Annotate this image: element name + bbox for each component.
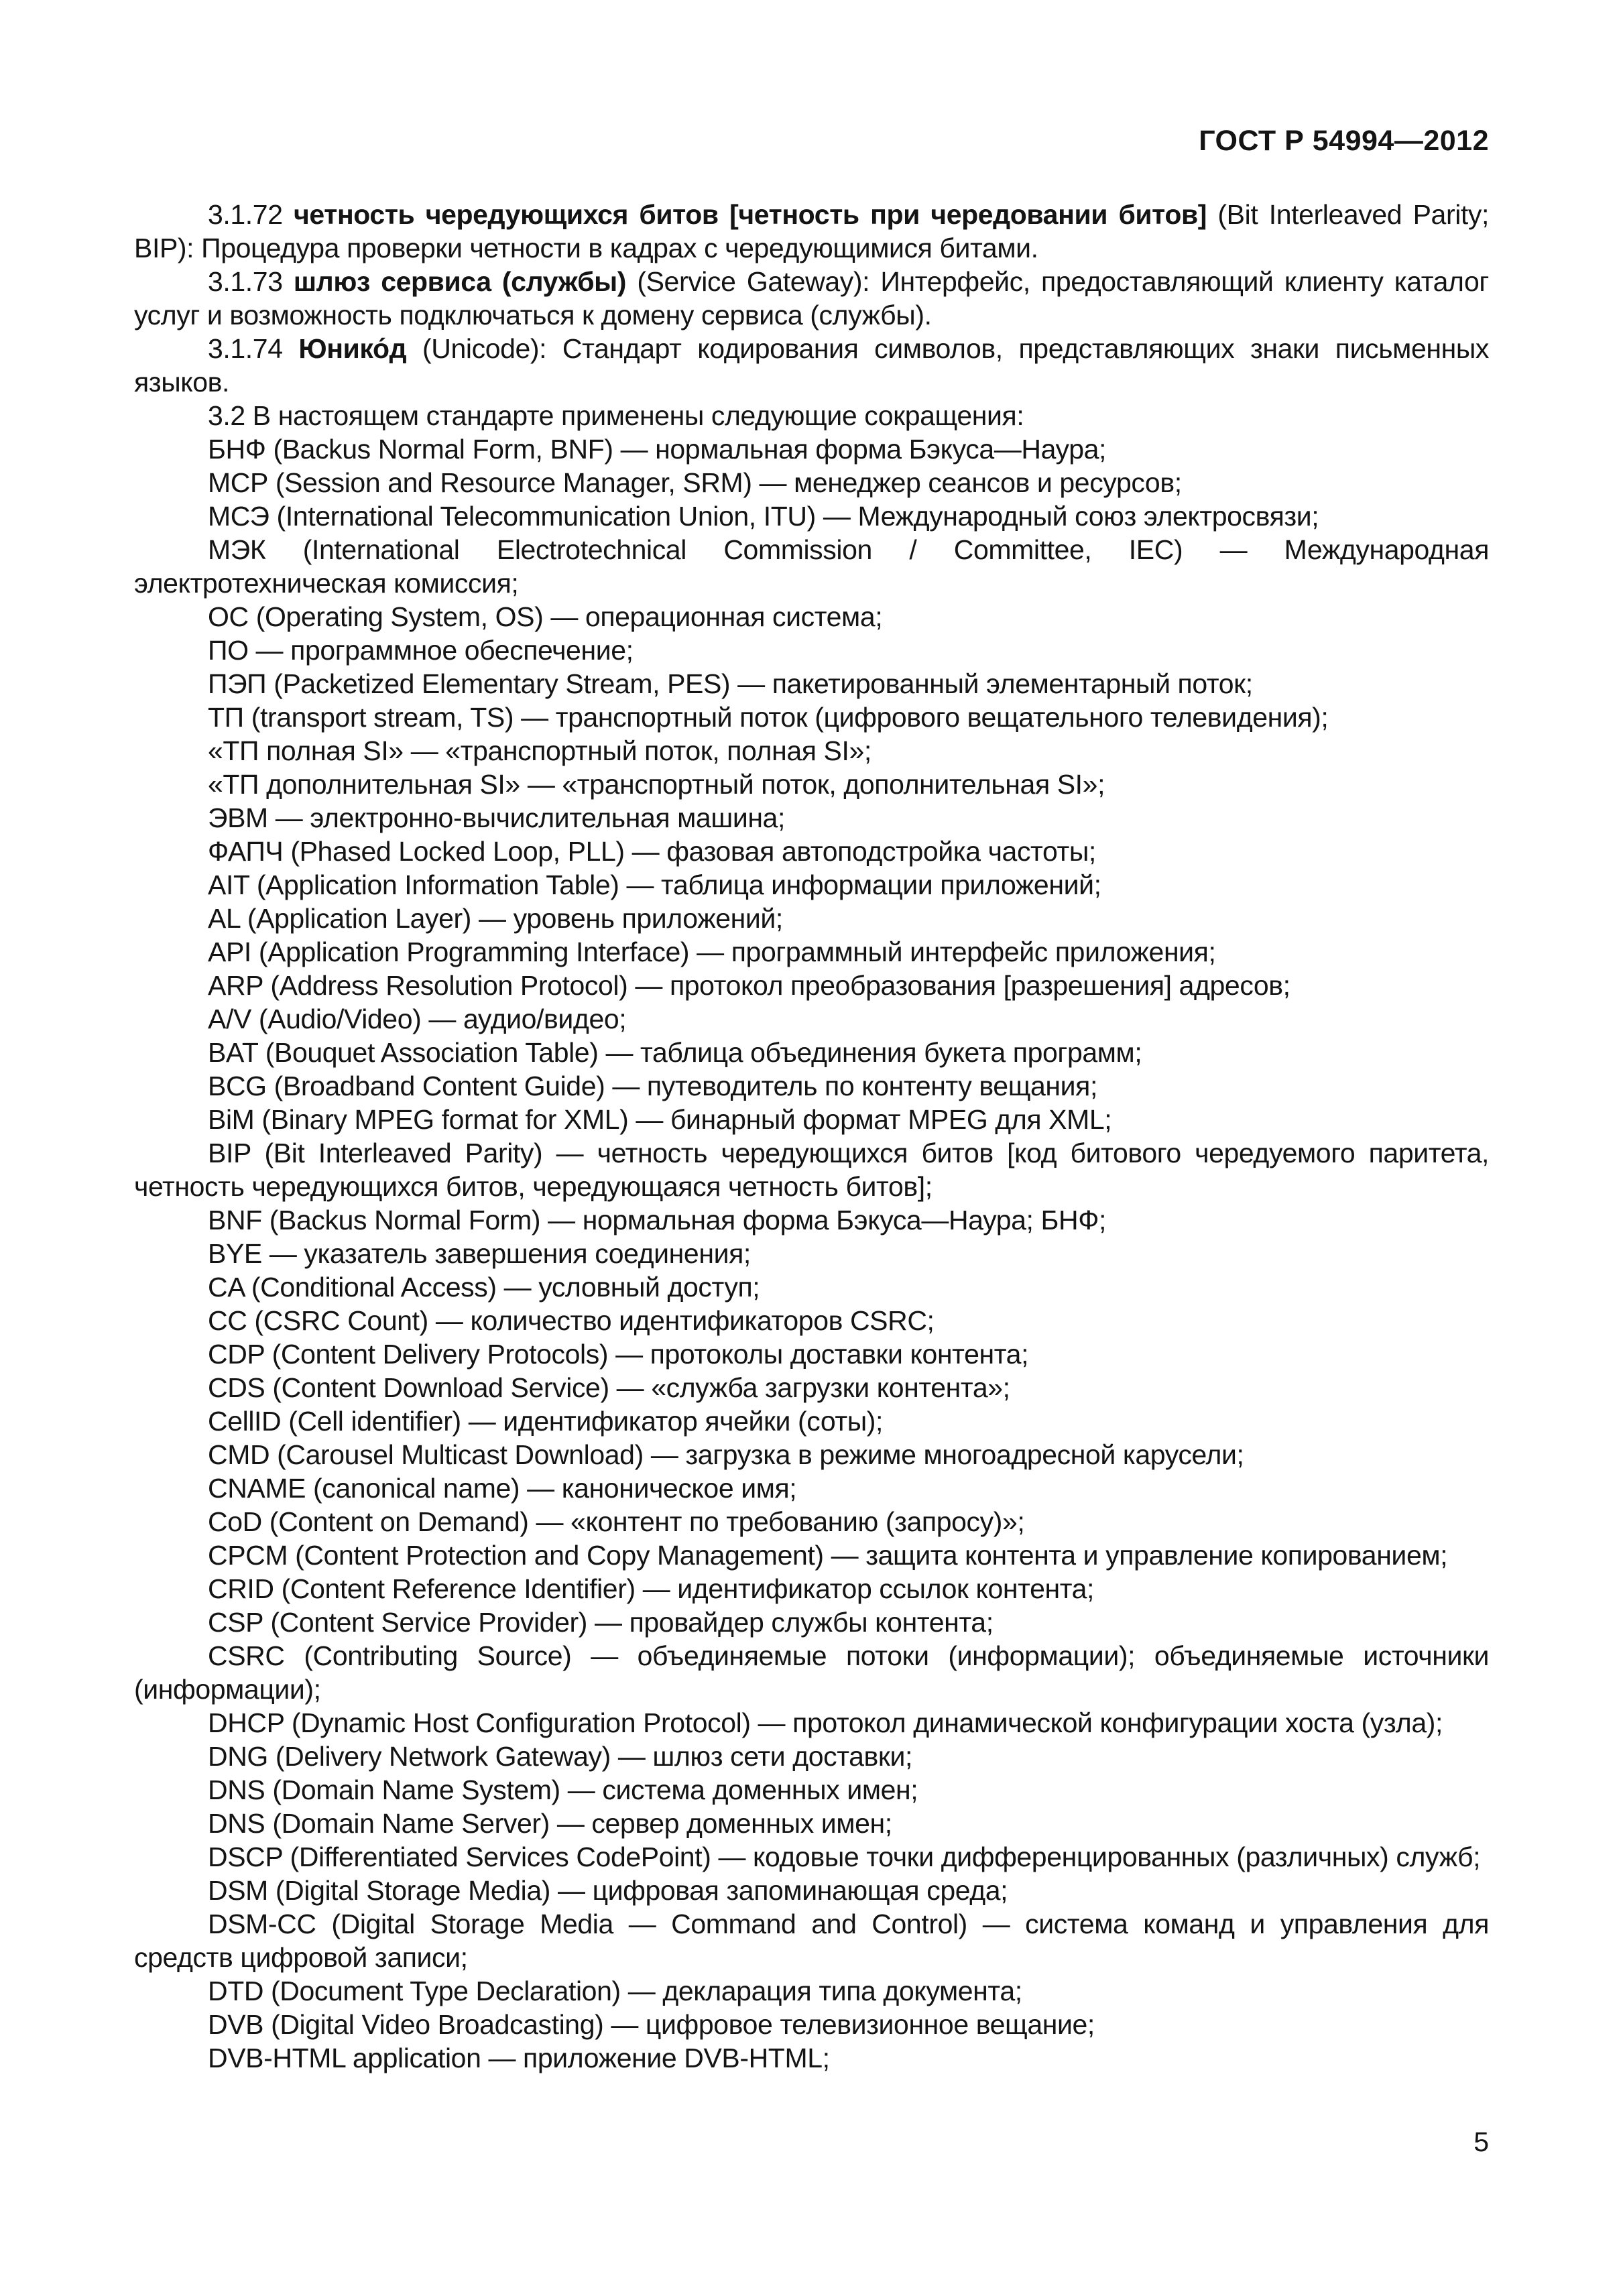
definition-term: четность чередующихся битов [четность при чередовании битов] xyxy=(294,199,1207,230)
abbreviation-entry: CPCM (Content Protection and Copy Management) — защита контента и управление копированием; xyxy=(208,1540,1448,1571)
abbreviation-entry: CDP (Content Delivery Protocols) — протоколы доставки контента; xyxy=(208,1339,1029,1370)
abbreviation-entry: DSM (Digital Storage Media) — цифровая запоминающая среда; xyxy=(208,1875,1008,1906)
abbreviation-entry: CDS (Content Download Service) — «служба загрузки контента»; xyxy=(208,1372,1010,1403)
abbreviation-entry: API (Application Programming Interface) — программный интерфейс приложения; xyxy=(208,936,1216,967)
abbreviation-entry: ОС (Operating System, OS) — операционная система; xyxy=(208,601,883,632)
abbreviation-entry: DSCP (Differentiated Services CodePoint) — кодовые точки дифференцированных (различных) служб; xyxy=(208,1841,1481,1872)
abbreviation-entry: BCG (Broadband Content Guide) — путеводитель по контенту вещания; xyxy=(208,1071,1097,1101)
abbreviation-entry: A/V (Audio/Video) — аудио/видео; xyxy=(208,1004,627,1034)
abbreviation-entry: ARP (Address Resolution Protocol) — протокол преобразования [разрешения] адресов; xyxy=(208,970,1290,1001)
abbreviation-entry: МСР (Session and Resource Manager, SRM) — менеджер сеансов и ресурсов; xyxy=(208,467,1182,498)
page-number: 5 xyxy=(1474,2126,1489,2157)
abbreviation-entry: CoD (Content on Demand) — «контент по требованию (запросу)»; xyxy=(208,1506,1025,1537)
abbreviation-entry: «ТП дополнительная SI» — «транспортный поток, дополнительная SI»; xyxy=(208,769,1105,800)
abbreviation-entry: DVB-HTML application — приложение DVB-HTML; xyxy=(208,2043,830,2073)
abbreviation-entry: DVB (Digital Video Broadcasting) — цифровое телевизионное вещание; xyxy=(208,2009,1095,2040)
abbreviation-entry: DSM-CC (Digital Storage Media — Command and Control) — система команд и управления для средств цифровой записи; xyxy=(134,1909,1489,1973)
abbreviation-entry: CSRC (Contributing Source) — объединяемые потоки (информации); объединяемые источники (информации); xyxy=(134,1640,1489,1705)
abbreviation-entry: БНФ (Backus Normal Form, BNF) — нормальная форма Бэкуса—Наура; xyxy=(208,434,1106,465)
abbreviation-entry: ПО — программное обеспечение; xyxy=(208,635,634,666)
abbreviation-entry: ЭВМ — электронно-вычислительная машина; xyxy=(208,802,785,833)
abbreviation-entry: AL (Application Layer) — уровень приложений; xyxy=(208,903,783,934)
definition-text: (Unicode): Стандарт кодирования символов, представляющих знаки письменных языков. xyxy=(134,333,1489,398)
abbreviation-entry: ФАПЧ (Phased Locked Loop, PLL) — фазовая автоподстройка частоты; xyxy=(208,836,1096,867)
abbreviation-entry: CellID (Cell identifier) — идентификатор ячейки (соты); xyxy=(208,1406,884,1437)
abbreviation-entry: DNS (Domain Name Server) — сервер доменных имен; xyxy=(208,1808,892,1839)
abbreviation-entry: CC (CSRC Count) — количество идентификаторов CSRC; xyxy=(208,1305,935,1336)
abbreviation-entry: BiM (Binary MPEG format for XML) — бинарный формат MPEG для XML; xyxy=(208,1104,1112,1135)
abbreviation-entry: BAT (Bouquet Association Table) — таблица объединения букета программ; xyxy=(208,1037,1142,1068)
definition-3-1-74 xyxy=(134,332,1489,399)
abbreviations-intro: 3.2 В настоящем стандарте применены следующие сокращения: xyxy=(208,400,1024,431)
definition-number: 3.1.73 xyxy=(208,266,283,297)
abbreviation-entry: CA (Conditional Access) — условный доступ; xyxy=(208,1272,760,1303)
abbreviation-entry: ПЭП (Packetized Elementary Stream, PES) — пакетированный элементарный поток; xyxy=(208,668,1253,699)
definition-term: шлюз сервиса (службы) xyxy=(293,266,627,297)
abbreviations-list xyxy=(134,432,1489,2075)
abbreviation-entry: ТП (transport stream, TS) — транспортный поток (цифрового вещательного телевидения); xyxy=(208,702,1329,733)
abbreviation-entry: CMD (Carousel Multicast Download) — загрузка в режиме многоадресной карусели; xyxy=(208,1439,1244,1470)
abbreviation-entry: BYE — указатель завершения соединения; xyxy=(208,1238,751,1269)
definition-text: (Service Gateway): Интерфейс, предоставляющий клиенту каталог услуг и возможность подключаться к домену сервиса (службы). xyxy=(134,266,1489,330)
definition-3-1-72 xyxy=(134,198,1489,265)
abbreviation-entry: МЭК (International Electrotechnical Commission / Committee, IEC) — Международная электротехническая комиссия; xyxy=(134,534,1489,599)
definition-number: 3.1.74 xyxy=(208,333,283,364)
definition-term: Юнико́д xyxy=(298,333,407,364)
abbreviation-entry: DHCP (Dynamic Host Configuration Protocol) — протокол динамической конфигурации хоста (узла); xyxy=(208,1707,1443,1738)
abbreviation-entry: BNF (Backus Normal Form) — нормальная форма Бэкуса—Наура; БНФ; xyxy=(208,1205,1106,1235)
abbreviation-entry: «ТП полная SI» — «транспортный поток, полная SI»; xyxy=(208,735,871,766)
definition-3-1-73 xyxy=(134,265,1489,332)
definition-text: (Bit Interleaved Parity; BIP): Процедура проверки четности в кадрах с чередующимися битами. xyxy=(134,199,1489,263)
document-code-header: ГОСТ Р 54994—2012 xyxy=(1199,125,1489,157)
definition-number: 3.1.72 xyxy=(208,199,283,230)
abbreviation-entry: CRID (Content Reference Identifier) — идентификатор ссылок контента; xyxy=(208,1573,1095,1604)
abbreviation-entry: DNS (Domain Name System) — система доменных имен; xyxy=(208,1774,918,1805)
abbreviation-entry: DNG (Delivery Network Gateway) — шлюз сети доставки; xyxy=(208,1741,912,1772)
abbreviation-entry: AIT (Application Information Table) — таблица информации приложений; xyxy=(208,869,1101,900)
abbreviation-entry: BIP (Bit Interleaved Parity) — четность чередующихся битов [код битового чередуемого паритета, четность чередующихся битов, чередующаяся четность битов]; xyxy=(134,1138,1489,1202)
abbreviation-entry: МСЭ (International Telecommunication Union, ITU) — Международный союз электросвязи; xyxy=(208,501,1319,532)
abbreviation-entry: CNAME (canonical name) — каноническое имя; xyxy=(208,1473,797,1504)
abbreviation-entry: DTD (Document Type Declaration) — декларация типа документа; xyxy=(208,1976,1022,2006)
abbreviation-entry: CSP (Content Service Provider) — провайдер службы контента; xyxy=(208,1607,994,1638)
document-body xyxy=(134,198,1489,2075)
